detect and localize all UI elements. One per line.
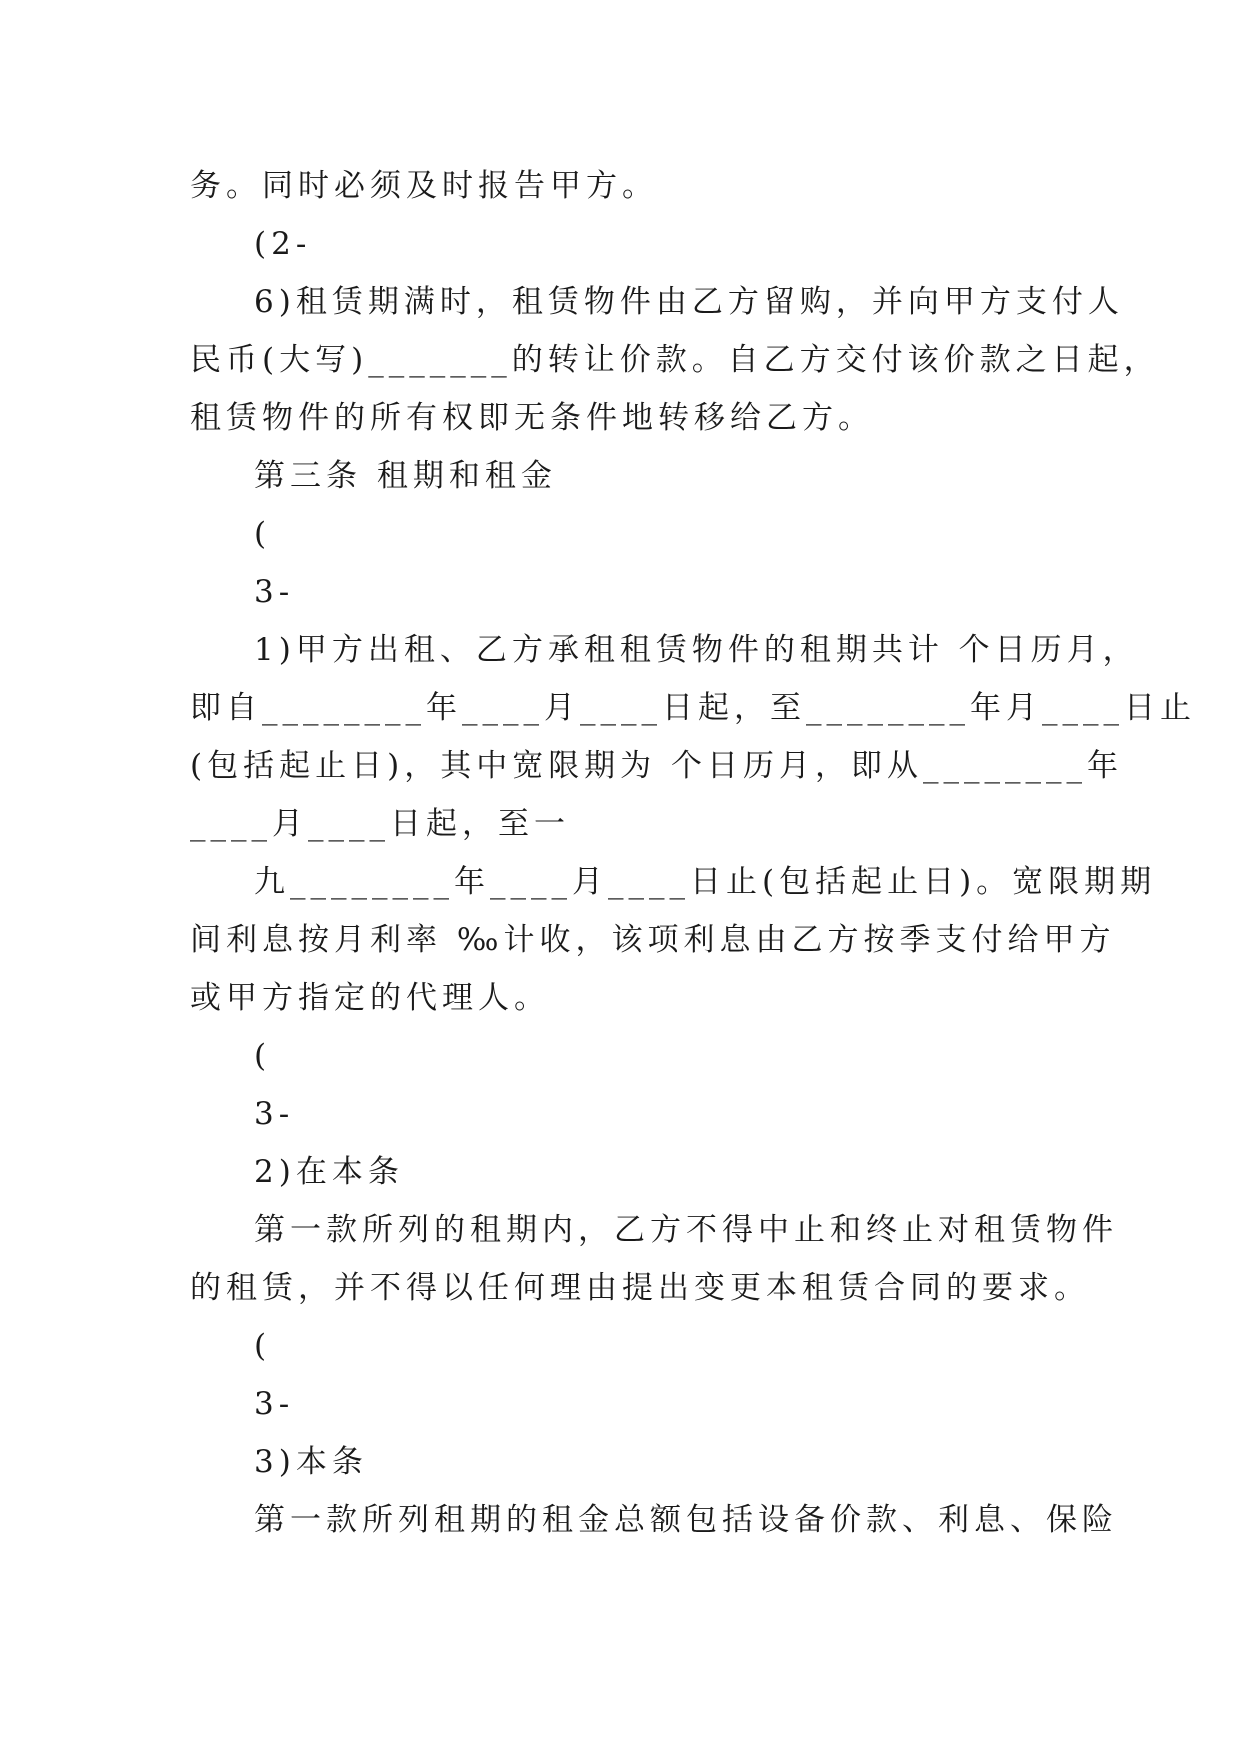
text-line: 九________年____月____日止(包括起止日)。宽限期期 [254, 864, 1157, 900]
text-line: ( [254, 1038, 272, 1074]
text-line: 即自________年____月____日起，至________年月____日止 [190, 690, 1196, 726]
text-line: 第一款所列的租期内，乙方不得中止和终止对租赁物件 [254, 1212, 1118, 1248]
text-line: 3- [254, 1096, 295, 1132]
text-line: 的租赁，并不得以任何理由提出变更本租赁合同的要求。 [190, 1270, 1090, 1306]
text-line: 1)甲方出租、乙方承租租赁物件的租期共计 个日历月， [254, 632, 1139, 668]
section-heading: 第三条 租期和租金 [254, 458, 557, 494]
text-line: 或甲方指定的代理人。 [190, 980, 550, 1016]
text-line: 第一款所列租期的租金总额包括设备价款、利息、保险 [254, 1502, 1118, 1538]
text-line: (2- [254, 226, 312, 262]
text-line: ( [254, 1328, 272, 1364]
text-line: 2)在本条 [254, 1154, 404, 1190]
text-line: ____月____日起，至一 [190, 806, 570, 842]
text-line: 3- [254, 1386, 295, 1422]
text-line: 3- [254, 574, 295, 610]
text-line: (包括起止日)，其中宽限期为 个日历月，即从________年 [190, 748, 1124, 784]
text-line: 民币(大写)_______的转让价款。自乙方交付该价款之日起， [190, 342, 1160, 378]
text-line: 6)租赁期满时，租赁物件由乙方留购，并向甲方支付人 [254, 284, 1124, 320]
text-line: 租赁物件的所有权即无条件地转移给乙方。 [190, 400, 874, 436]
text-line: 间利息按月利率 ‰计收，该项利息由乙方按季支付给甲方 [190, 922, 1116, 958]
text-line: ( [254, 516, 272, 552]
text-line: 务。同时必须及时报告甲方。 [190, 168, 658, 204]
text-line: 3)本条 [254, 1444, 368, 1480]
